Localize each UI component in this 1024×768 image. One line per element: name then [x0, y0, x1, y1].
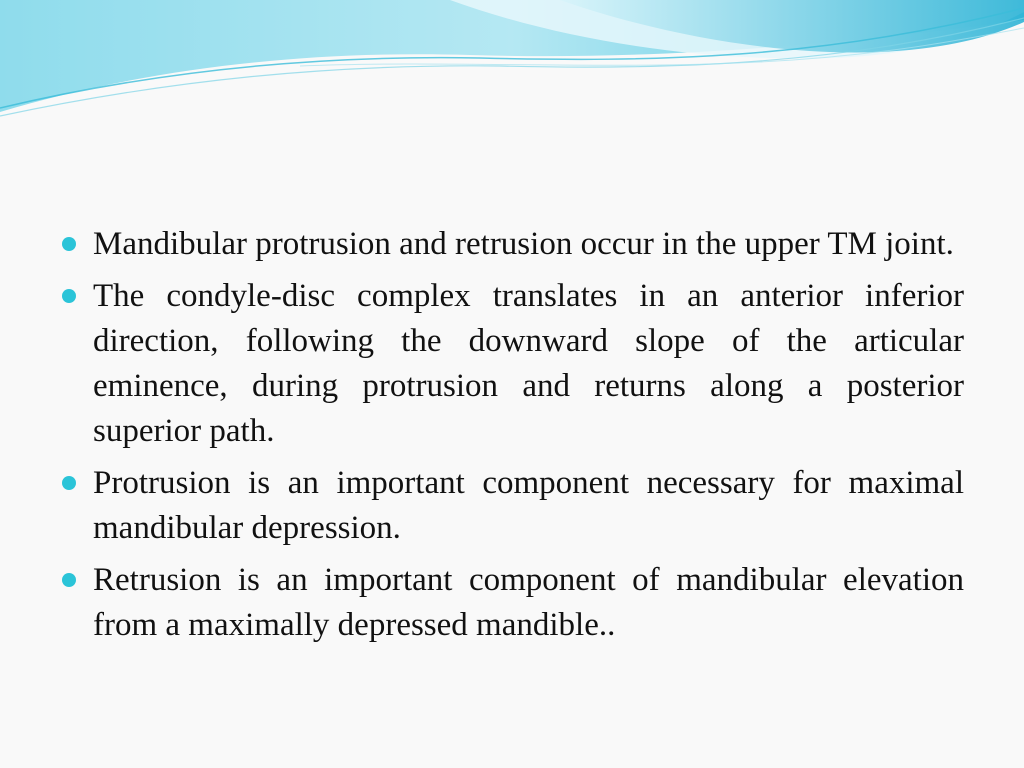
- bullet-item: [60, 274, 964, 454]
- slide-body: [60, 222, 964, 655]
- bullet-item: [60, 222, 964, 267]
- bullet-text: The condyle-disc complex translates in an anterior inferior direction, following the downward slope of the articular eminence, during protrusion and returns along a posterior superior path.: [93, 278, 964, 449]
- bullet-list: [60, 222, 964, 648]
- bullet-item: [60, 461, 964, 551]
- bullet-text: Protrusion is an important component necessary for maximal mandibular depression.: [93, 465, 964, 546]
- header-wave-decoration: [0, 0, 1024, 130]
- bullet-item: [60, 558, 964, 648]
- bullet-text: Mandibular protrusion and retrusion occur in the upper TM joint.: [93, 226, 954, 262]
- bullet-dot-icon: [62, 237, 76, 251]
- bullet-dot-icon: [62, 476, 76, 490]
- bullet-dot-icon: [62, 573, 76, 587]
- bullet-dot-icon: [62, 289, 76, 303]
- bullet-text: Retrusion is an important component of mandibular elevation from a maximally depressed mandible..: [93, 562, 964, 643]
